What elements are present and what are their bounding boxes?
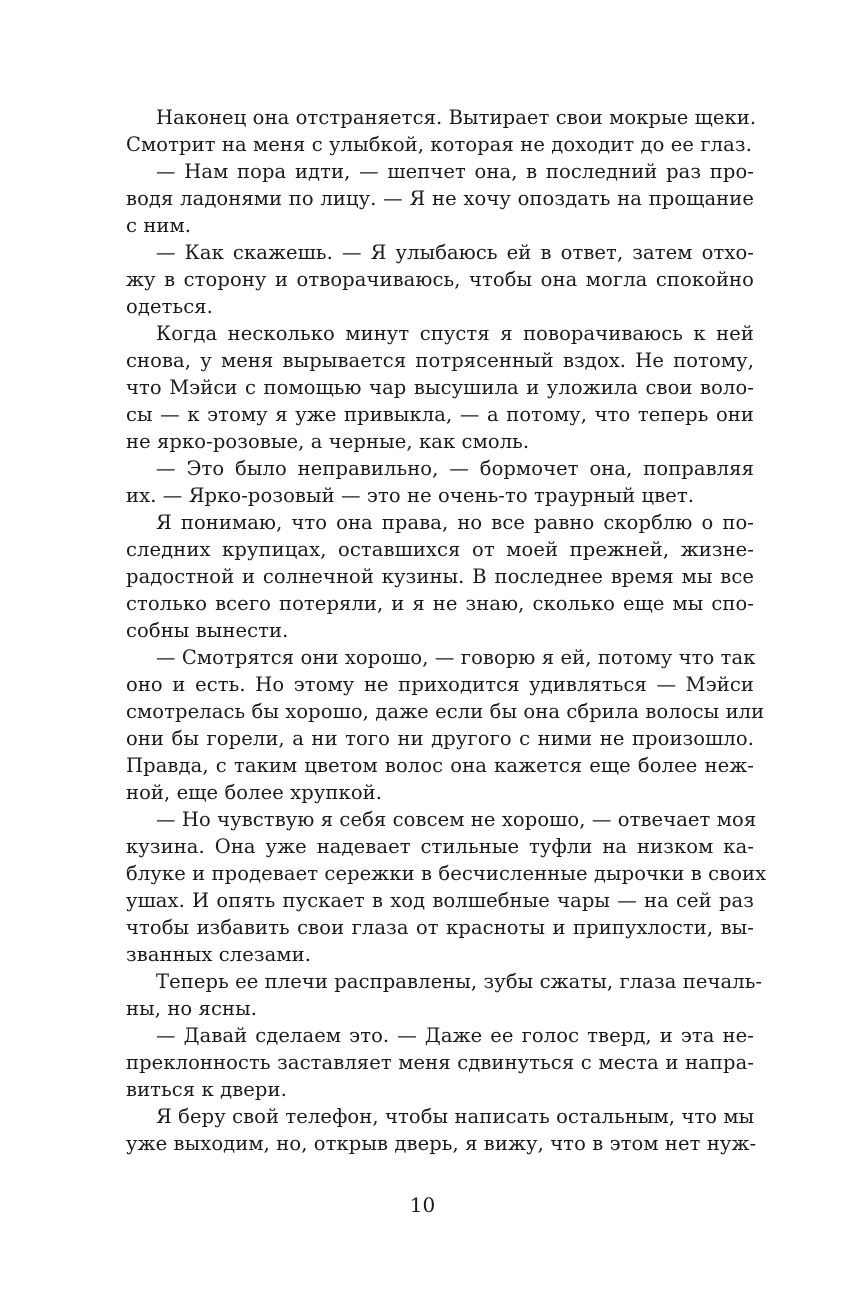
text-line: — Давай сделаем это. — Даже ее голос тверд, и эта не- [156,1024,754,1047]
text-line: Теперь ее плечи расправлены, зубы сжаты, глаза печаль- [156,970,763,993]
text-line: — Нам пора идти, — шепчет она, в последний раз про- [156,160,754,183]
text-line: Я понимаю, что она права, но все равно скорблю о по- [156,511,754,534]
page-text-block [126,104,767,1157]
text-line: не ярко-розовые, а черные, как смоль. [126,430,530,453]
text-line: Наконец она отстраняется. Вытирает свои мокрые щеки. [156,106,757,129]
text-line: жу в сторону и отворачиваюсь, чтобы она могла спокойно [126,268,754,291]
text-line: радостной и солнечной кузины. В последнее время мы все [126,565,754,588]
text-line: кузина. Она уже надевает стильные туфли на низком ка- [126,835,754,858]
text-line: — Как скажешь. — Я улыбаюсь ей в ответ, затем отхо- [156,241,754,264]
text-line: ны, но ясны. [126,997,257,1020]
text-line: оно и есть. Но этому не приходится удивляться — Мэйси [126,673,754,696]
text-line: уже выходим, но, открыв дверь, я вижу, что в этом нет нуж- [126,1132,757,1155]
text-line: они бы горели, а ни того ни другого с ними не произошло. [126,727,754,750]
text-line: — Но чувствую я себя совсем не хорошо, — отвечает моя [156,808,757,831]
text-line: — Смотрятся они хорошо, — говорю я ей, потому что так [156,646,756,669]
text-line: Когда несколько минут спустя я поворачиваюсь к ней [156,322,754,345]
text-line: ной, еще более хрупкой. [126,781,383,804]
text-line: следних крупицах, оставшихся от моей прежней, жизне- [126,538,754,561]
text-line: что Мэйси с помощью чар высушила и уложила свои воло- [126,376,754,399]
text-line: чтобы избавить свои глаза от красноты и припухлости, вы- [126,916,754,939]
text-line: снова, у меня вырывается потрясенный вздох. Не потому, [126,349,754,372]
text-line: Я беру свой телефон, чтобы написать остальным, что мы [156,1105,755,1128]
text-line: званных слезами. [126,943,312,966]
text-line: собны вынести. [126,619,289,642]
text-line: сы — к этому я уже привыкла, — а потому, что теперь они [126,403,754,426]
text-line: столько всего потеряли, и я не знаю, сколько еще мы спо- [126,592,754,615]
text-line: водя ладонями по лицу. — Я не хочу опоздать на прощание [126,187,754,210]
text-line: ушах. И опять пускает в ход волшебные чары — на сей раз [126,889,754,912]
text-line: Смотрит на меня с улыбкой, которая не доходит до ее глаз. [126,133,752,156]
text-line: одеться. [126,295,213,318]
text-line: смотрелась бы хорошо, даже если бы она сбрила волосы или [126,700,765,723]
page-number: 10 [409,1193,436,1217]
text-line: виться к двери. [126,1078,287,1101]
text-line: их. — Ярко-розовый — это не очень-то траурный цвет. [126,484,695,507]
text-line: блуке и продевает сережки в бесчисленные дырочки в своих [126,862,767,885]
text-line: преклонность заставляет меня сдвинуться с места и напра- [126,1051,754,1074]
text-line: с ним. [126,214,192,237]
text-line: — Это было неправильно, — бормочет она, поправляя [156,457,754,480]
text-line: Правда, с таким цветом волос она кажется еще более неж- [126,754,754,777]
